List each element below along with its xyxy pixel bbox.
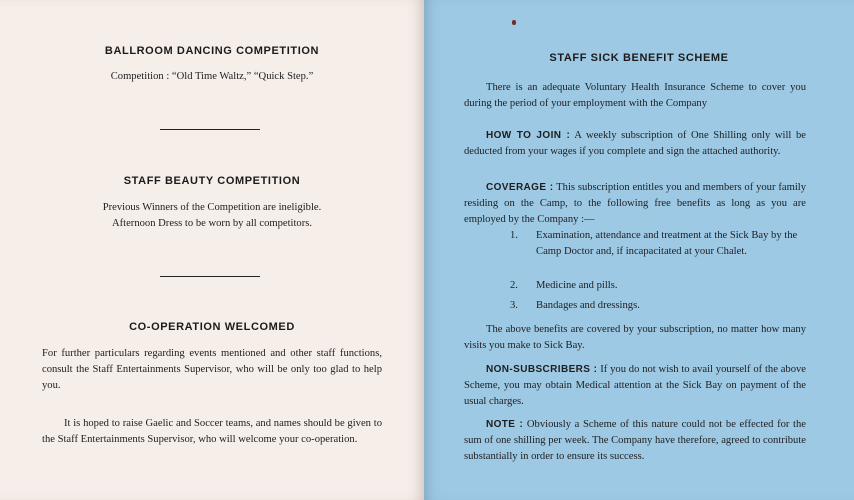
beauty-competition-title: STAFF BEAUTY COMPETITION [123,175,301,187]
how-to-join-label: HOW TO JOIN : [486,130,571,141]
non-subscribers-text: If you do not wish to avail yourself of the above Scheme, you may obtain Medical attention at the Sick Bay on payment of the usual charges. [464,364,807,408]
cooperation-title: CO-OPERATION WELCOMED [129,321,295,333]
coverage-label: COVERAGE : [486,182,554,193]
cooperation-paragraph-2: It is hoped to raise Gaelic and Soccer teams, and names should be given to the Staff Entertainments Supervisor, who will welcome your co-operation. [42,418,382,446]
non-subscribers-label: NON-SUBSCRIBERS : [486,364,598,375]
benefit-item-text: Bandages and dressings. [536,300,640,311]
benefit-item-text: Examination, attendance and treatment at the Sick Bay by the Camp Doctor and, if incapacitated at your Chalet. [536,230,798,258]
beauty-competition-line-1: Previous Winners of the Competition are ineligible. [102,202,322,213]
how-to-join-paragraph [464,128,806,160]
section-divider [160,129,260,130]
cooperation-paragraph-1: For further particulars regarding events mentioned and other staff functions, consult the Staff Entertainments Supervisor, who will be only too glad to help you. [42,348,382,392]
benefit-item-number: 1. [510,230,518,241]
benefit-item-number: 3. [510,300,518,311]
ballroom-competition-title: BALLROOM DANCING COMPETITION [104,45,320,57]
section-divider [160,276,260,277]
ballroom-competition-text: Competition : “Old Time Waltz,” “Quick Step.” [110,71,314,82]
coverage-text: This subscription entitles you and members of your family residing on the Camp, to the following free benefits as long as you are employed by the Company :— [464,182,806,226]
coverage-paragraph [464,180,806,228]
beauty-competition-line-2: Afternoon Dress to be worn by all competitors. [111,218,313,229]
left-page [0,0,424,500]
benefit-item-number: 2. [510,280,518,291]
note-paragraph [464,417,806,465]
non-subscribers-paragraph [464,362,806,410]
how-to-join-text: A weekly subscription of One Shilling only will be deducted from your wages if you complete and sign the attached authority. [464,130,806,158]
benefit-item-text: Medicine and pills. [536,280,618,291]
ink-mark [512,20,516,25]
note-text: Obviously a Scheme of this nature could not be effected for the sum of one shilling per week. The Company have therefore, agreed to contribute substantially in order to ensure its success. [464,419,806,463]
sick-benefit-title: STAFF SICK BENEFIT SCHEME [549,52,729,64]
right-page [424,0,854,500]
benefits-coverage-note: The above benefits are covered by your subscription, no matter how many visits you make to Sick Bay. [464,324,806,352]
sick-benefit-intro: There is an adequate Voluntary Health Insurance Scheme to cover you during the period of your employment with the Company [464,82,806,110]
note-label: NOTE : [486,419,524,430]
